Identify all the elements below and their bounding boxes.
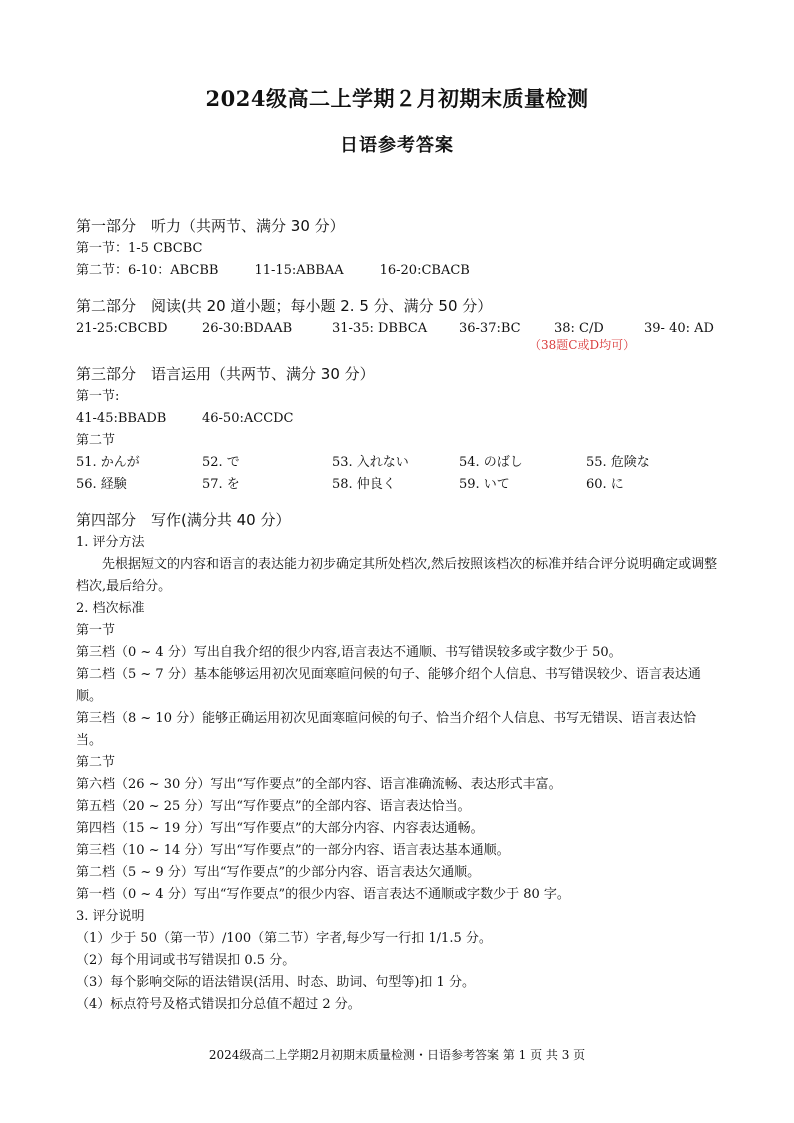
- page-footer: 2024级高二上学期2月初期末质量检测・日语参考答案 第 1 页 共 3 页: [208, 1048, 586, 1062]
- grade-item: 第三档（0 ~ 4 分）写出自我介绍的很少内容,语言表达不通顺、书写错误较多或字数少于 50。: [76, 645, 622, 660]
- scoring-note: （3）每个影响交际的语法错误(活用、时态、助词、句型等)扣 1 分。: [76, 975, 475, 990]
- fill-answer: 56. 経験: [76, 477, 127, 492]
- part2-red-note: （38题C或D均可）: [529, 338, 636, 352]
- part1-answers-6-10: 第二节：6-10：ABCBB: [76, 263, 219, 278]
- scoring-method-text: 先根据短文的内容和语言的表达能力初步确定其所处档次,然后按照该档次的标准并结合评分说明确定或调整档次,最后给分。: [76, 557, 718, 594]
- document-subtitle: 日语参考答案: [340, 135, 454, 156]
- grade-item: 第三档（8 ~ 10 分）能够正确运用初次见面寒暄问候的句子、恰当介绍个人信息、书写无错误、语言表达恰当。: [76, 711, 697, 748]
- scoring-notes-title: 3. 评分说明: [76, 909, 145, 924]
- grade-item: 第六档（26 ~ 30 分）写出“写作要点”的全部内容、语言准确流畅、表达形式丰富。: [76, 777, 562, 792]
- fill-answer: 57. を: [202, 477, 240, 492]
- part3-section1-label: 第一节:: [76, 389, 120, 404]
- part1-answers-11-15: 11-15:ABBAA: [254, 263, 344, 278]
- part2-answer: 31-35: DBBCA: [332, 321, 428, 336]
- part1-heading: 第一部分 听力（共两节、满分 30 分）: [76, 217, 345, 235]
- grade-item: 第一档（0 ~ 4 分）写出“写作要点”的很少内容、语言表达不通顺或字数少于 80 字。: [76, 887, 570, 902]
- fill-answer: 58. 仲良く: [332, 477, 396, 492]
- fill-answer: 55. 危険な: [586, 455, 650, 470]
- part2-answer: 21-25:CBCBD: [76, 321, 168, 336]
- scoring-note: （2）每个用词或书写错误扣 0.5 分。: [76, 953, 296, 968]
- scoring-method-title: 1. 评分方法: [76, 535, 145, 550]
- scoring-note: （1）少于 50（第一节）/100（第二节）字者,每少写一行扣 1/1.5 分。: [76, 931, 492, 946]
- document-title: 2024级高二上学期２月初期末质量检测: [205, 86, 589, 111]
- grade-section1-label: 第一节: [76, 623, 116, 638]
- part2-answer: 26-30:BDAAB: [202, 321, 293, 336]
- fill-answer: 52. で: [202, 455, 240, 470]
- fill-answer: 53. 入れない: [332, 455, 409, 470]
- part3-row-51-55: [76, 452, 722, 474]
- grade-item: 第二档（5 ~ 7 分）基本能够运用初次见面寒暄问候的句子、能够介绍个人信息、书写错误较少、语言表达通顺。: [76, 667, 701, 704]
- part2-heading: 第二部分 阅读(共 20 道小题；每小题 2. 5 分、满分 50 分）: [76, 297, 493, 315]
- part3-section1-answers: [76, 408, 722, 430]
- grade-item: 第二档（5 ~ 9 分）写出“写作要点”的少部分内容、语言表达欠通顺。: [76, 865, 481, 880]
- grade-item: 第四档（15 ~ 19 分）写出“写作要点”的大部分内容、内容表达通畅。: [76, 821, 484, 836]
- part1-answers-16-20: 16-20:CBACB: [379, 263, 470, 278]
- part4-heading: 第四部分 写作(满分共 40 分）: [76, 511, 291, 529]
- part3-heading: 第三部分 语言运用（共两节、满分 30 分）: [76, 365, 375, 383]
- part3-answer: 41-45:BBADB: [76, 411, 167, 426]
- scoring-note: （4）标点符号及格式错误扣分总值不超过 2 分。: [76, 997, 361, 1012]
- part1-section2: [76, 260, 722, 282]
- content: [76, 214, 722, 1016]
- part3-answer: 46-50:ACCDC: [202, 411, 294, 426]
- grade-item: 第三档（10 ~ 14 分）写出“写作要点”的一部分内容、语言表达基本通顺。: [76, 843, 510, 858]
- fill-answer: 60. に: [586, 477, 624, 492]
- part2-answer: 39- 40: AD: [644, 321, 714, 336]
- grade-standard-title: 2. 档次标准: [76, 601, 145, 616]
- part2-answer: 38: C/D: [554, 321, 604, 336]
- fill-answer: 59. いて: [459, 477, 510, 492]
- grade-section2-label: 第二节: [76, 755, 116, 770]
- fill-answer: 51. かんが: [76, 455, 140, 470]
- part1-section1: 第一节：1-5 CBCBC: [76, 241, 203, 256]
- part3-row-56-60: [76, 474, 722, 496]
- fill-answer: 54. のばし: [459, 455, 523, 470]
- part3-section2-label: 第二节: [76, 433, 116, 448]
- part2-answer: 36-37:BC: [459, 321, 521, 336]
- grade-item: 第五档（20 ~ 25 分）写出“写作要点”的全部内容、语言表达恰当。: [76, 799, 471, 814]
